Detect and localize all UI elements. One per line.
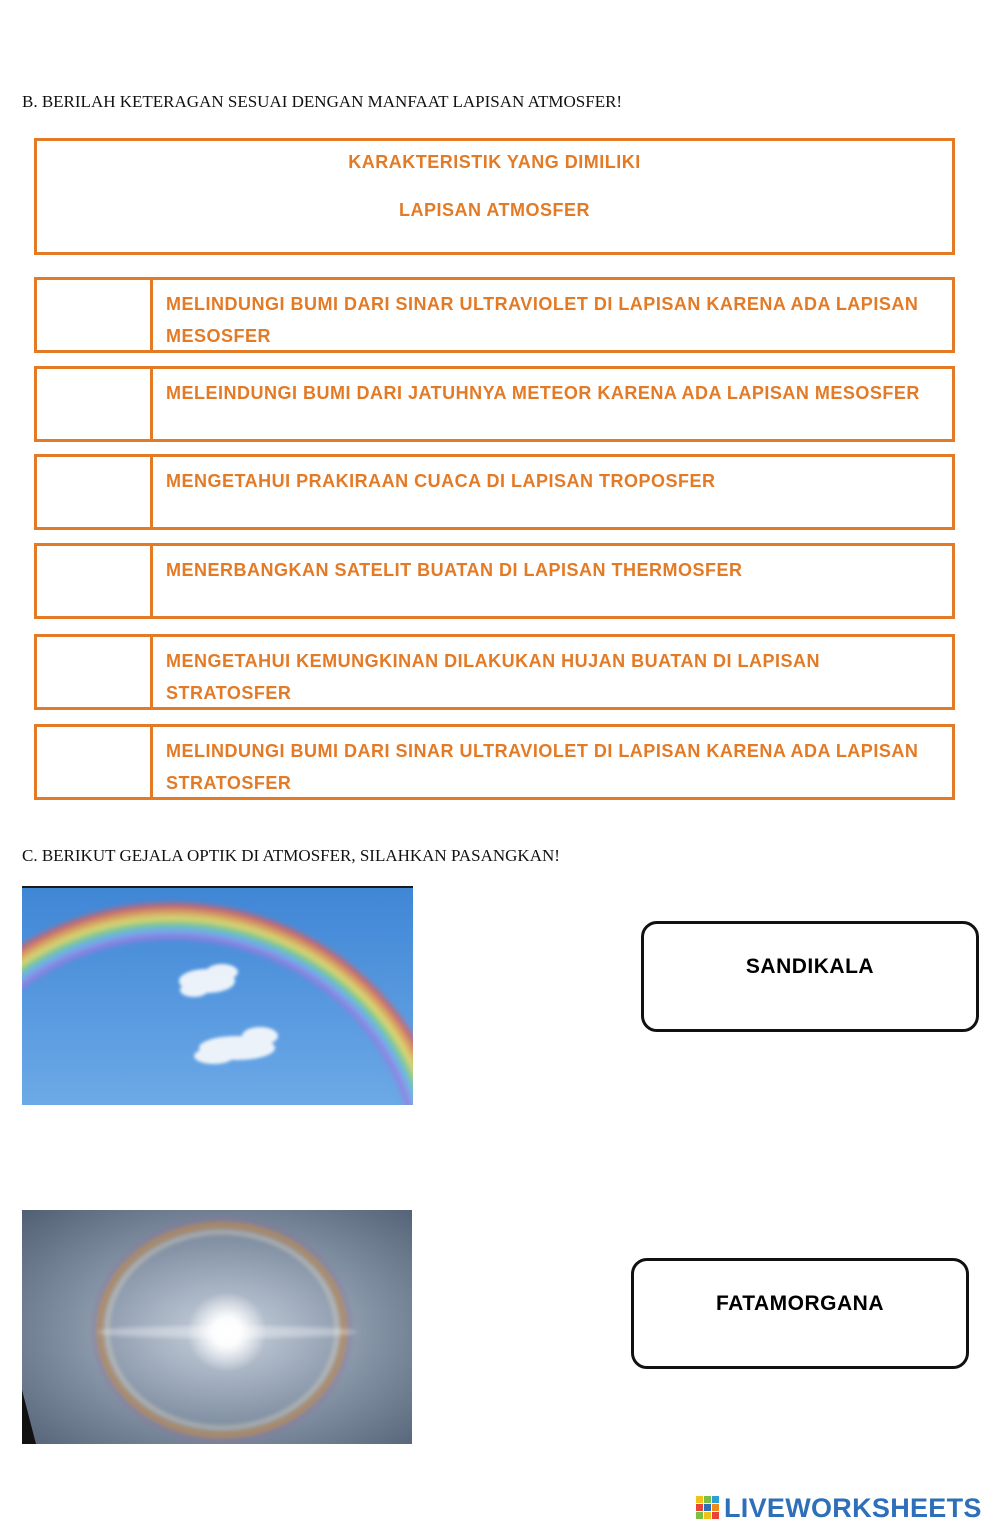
answer-cell[interactable] xyxy=(37,546,153,616)
row-text: MELINDUNGI BUMI DARI SINAR ULTRAVIOLET DI LAPISAN KARENA ADA LAPISAN MESOSFER xyxy=(166,294,919,346)
table-row xyxy=(34,454,955,530)
table-title-line-2: LAPISAN ATMOSFER xyxy=(399,200,590,220)
table-row xyxy=(34,277,955,353)
row-text: MELINDUNGI BUMI DARI SINAR ULTRAVIOLET DI LAPISAN KARENA ADA LAPISAN STRATOSFER xyxy=(166,741,919,793)
row-text: MENGETAHUI KEMUNGKINAN DILAKUKAN HUJAN BUATAN DI LAPISAN STRATOSFER xyxy=(166,651,820,703)
section-b-heading: B. BERILAH KETERAGAN SESUAI DENGAN MANFAAT LAPISAN ATMOSFER! xyxy=(22,92,623,111)
liveworksheets-logo[interactable] xyxy=(696,1491,982,1525)
answer-box-sandikala[interactable]: SANDIKALA xyxy=(641,921,979,1032)
row-text: MENERBANGKAN SATELIT BUATAN DI LAPISAN THERMOSFER xyxy=(166,560,743,580)
table-row xyxy=(34,543,955,619)
liveworksheets-logo-icon xyxy=(696,1496,720,1520)
table-row xyxy=(34,724,955,800)
answer-cell[interactable] xyxy=(37,369,153,439)
answer-box-fatamorgana[interactable]: FATAMORGANA xyxy=(631,1258,969,1369)
table-title-box xyxy=(34,138,955,255)
logo-text: LIVEWORKSHEETS xyxy=(724,1492,982,1523)
row-text: MELEINDUNGI BUMI DARI JATUHNYA METEOR KARENA ADA LAPISAN MESOSFER xyxy=(166,383,920,403)
table-title-line-1: KARAKTERISTIK YANG DIMILIKI xyxy=(348,152,641,172)
table-row xyxy=(34,366,955,442)
answer-cell[interactable] xyxy=(37,727,153,797)
halo-photo[interactable] xyxy=(22,1210,412,1444)
section-c-heading: C. BERIKUT GEJALA OPTIK DI ATMOSFER, SILAHKAN PASANGKAN! xyxy=(22,846,560,865)
answer-cell[interactable] xyxy=(37,280,153,350)
row-text: MENGETAHUI PRAKIRAAN CUACA DI LAPISAN TROPOSFER xyxy=(166,471,716,491)
table-row xyxy=(34,634,955,710)
rainbow-photo[interactable] xyxy=(22,886,413,1105)
answer-cell[interactable] xyxy=(37,457,153,527)
answer-cell[interactable] xyxy=(37,637,153,707)
